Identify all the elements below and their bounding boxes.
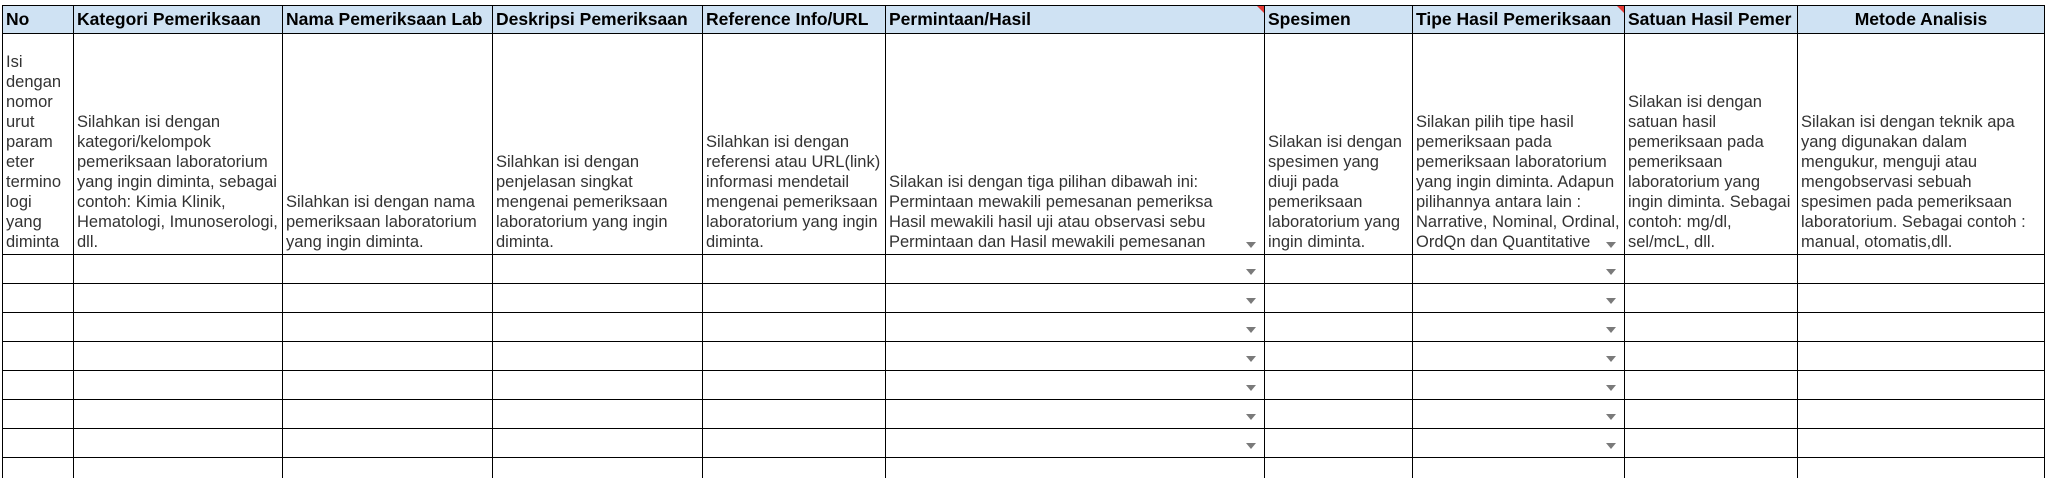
dropdown-arrow-icon[interactable]	[1246, 298, 1256, 304]
permintaan-line: Permintaan dan Hasil mewakili pemesanan	[889, 233, 1206, 251]
header-permintaan[interactable]	[886, 6, 1265, 34]
dropdown-arrow-icon[interactable]	[1246, 327, 1256, 333]
cell-tipe-hasil[interactable]	[1413, 313, 1625, 342]
cell-tipe-hasil[interactable]	[1413, 255, 1625, 284]
header-row	[3, 6, 2045, 34]
cell-no[interactable]	[3, 371, 74, 400]
cell-no[interactable]	[3, 429, 74, 458]
dropdown-arrow-icon[interactable]	[1246, 356, 1256, 362]
cell-kategori[interactable]	[74, 429, 283, 458]
cell-nama[interactable]	[283, 255, 493, 284]
cell-kategori[interactable]	[74, 342, 283, 371]
dropdown-arrow-icon[interactable]	[1606, 443, 1616, 449]
cell-satuan[interactable]	[1625, 313, 1798, 342]
dropdown-arrow-icon[interactable]	[1246, 269, 1256, 275]
cell-reference[interactable]	[703, 371, 886, 400]
cell-metode[interactable]	[1798, 342, 2045, 371]
cell-kategori[interactable]	[74, 371, 283, 400]
dropdown-arrow-icon[interactable]	[1606, 242, 1616, 248]
cell-nama[interactable]	[283, 371, 493, 400]
cell-deskripsi[interactable]	[493, 371, 703, 400]
cell-satuan[interactable]	[1625, 458, 1798, 478]
cell-deskripsi[interactable]	[493, 400, 703, 429]
cell-nama[interactable]	[283, 429, 493, 458]
cell-satuan[interactable]	[1625, 429, 1798, 458]
cell-desc-metode[interactable]: Silakan isi dengan teknik apa yang digunakan dalam mengukur, menguji atau mengobservasi sebuah spesimen pada pemeriksaan laboratorium. Sebagai contoh : manual, otomatis,dll.	[1798, 34, 2045, 255]
cell-no[interactable]	[3, 400, 74, 429]
cell-satuan[interactable]	[1625, 284, 1798, 313]
cell-tipe-hasil[interactable]	[1413, 284, 1625, 313]
cell-no[interactable]	[3, 284, 74, 313]
cell-metode[interactable]	[1798, 284, 2045, 313]
cell-kategori[interactable]	[74, 313, 283, 342]
cell-reference[interactable]	[703, 429, 886, 458]
cell-reference[interactable]	[703, 313, 886, 342]
cell-satuan[interactable]	[1625, 255, 1798, 284]
comment-marker-icon[interactable]	[1617, 6, 1624, 13]
cell-desc-satuan[interactable]: Silakan isi dengan satuan hasil pemeriksaan pada pemeriksaan laboratorium yang ingin diminta. Sebagai contoh: mg/dl, sel/mcL, dll.	[1625, 34, 1798, 255]
cell-metode[interactable]	[1798, 255, 2045, 284]
cell-tipe-hasil[interactable]	[1413, 342, 1625, 371]
cell-spesimen[interactable]	[1265, 400, 1413, 429]
dropdown-arrow-icon[interactable]	[1606, 327, 1616, 333]
dropdown-arrow-icon[interactable]	[1246, 414, 1256, 420]
cell-deskripsi[interactable]	[493, 313, 703, 342]
cell-spesimen[interactable]	[1265, 255, 1413, 284]
header-permintaan-label: Permintaan/Hasil	[889, 9, 1031, 29]
cell-spesimen[interactable]	[1265, 284, 1413, 313]
description-row	[3, 34, 2045, 255]
cell-desc-kategori[interactable]: Silahkan isi dengan kategori/kelompok pemeriksaan laboratorium yang ingin diminta, sebagai contoh: Kimia Klinik, Hematologi, Imunoserologi, dll.	[74, 34, 283, 255]
header-no[interactable]: No	[3, 6, 74, 34]
cell-desc-spesimen[interactable]: Silakan isi dengan spesimen yang diuji pada pemeriksaan laboratorium yang ingin diminta.	[1265, 34, 1413, 255]
cell-permintaan[interactable]	[886, 284, 1265, 313]
cell-spesimen[interactable]	[1265, 313, 1413, 342]
cell-deskripsi[interactable]	[493, 429, 703, 458]
cell-desc-tipe-hasil[interactable]	[1413, 34, 1625, 255]
cell-no[interactable]	[3, 342, 74, 371]
dropdown-arrow-icon[interactable]	[1606, 269, 1616, 275]
empty-rows	[3, 255, 2045, 478]
permintaan-line: Hasil mewakili hasil uji atau observasi sebu	[889, 213, 1206, 231]
cell-tipe-hasil[interactable]	[1413, 429, 1625, 458]
cell-spesimen[interactable]	[1265, 458, 1413, 478]
dropdown-arrow-icon[interactable]	[1606, 356, 1616, 362]
cell-spesimen[interactable]	[1265, 371, 1413, 400]
cell-nama[interactable]	[283, 313, 493, 342]
cell-desc-reference[interactable]: Silahkan isi dengan referensi atau URL(link) informasi mendetail mengenai pemeriksaan laboratorium yang ingin diminta.	[703, 34, 886, 255]
cell-permintaan[interactable]	[886, 342, 1265, 371]
header-reference[interactable]: Reference Info/URL	[703, 6, 886, 34]
cell-desc-nama[interactable]: Silahkan isi dengan nama pemeriksaan laboratorium yang ingin diminta.	[283, 34, 493, 255]
cell-permintaan[interactable]	[886, 371, 1265, 400]
cell-nama[interactable]	[283, 284, 493, 313]
cell-no[interactable]	[3, 313, 74, 342]
header-metode[interactable]: Metode Analisis	[1798, 6, 2045, 34]
table-row	[3, 313, 2045, 342]
cell-metode[interactable]	[1798, 429, 2045, 458]
dropdown-arrow-icon[interactable]	[1606, 385, 1616, 391]
cell-reference[interactable]	[703, 342, 886, 371]
cell-satuan[interactable]	[1625, 342, 1798, 371]
cell-permintaan[interactable]	[886, 313, 1265, 342]
cell-tipe-hasil[interactable]	[1413, 400, 1625, 429]
dropdown-arrow-icon[interactable]	[1246, 242, 1256, 248]
cell-spesimen[interactable]	[1265, 429, 1413, 458]
cell-no[interactable]	[3, 458, 74, 478]
dropdown-arrow-icon[interactable]	[1606, 298, 1616, 304]
table-row	[3, 284, 2045, 313]
cell-reference[interactable]	[703, 400, 886, 429]
tipe-hasil-text: Silakan pilih tipe hasil pemeriksaan pada pemeriksaan laboratorium yang ingin diminta. Adapun pilihannya antara lain : Narrative, Nominal, Ordinal, OrdQn dan Quantitative	[1416, 113, 1620, 251]
cell-reference[interactable]	[703, 255, 886, 284]
cell-satuan[interactable]	[1625, 371, 1798, 400]
cell-reference[interactable]	[703, 458, 886, 478]
header-kategori[interactable]: Kategori Pemeriksaan	[74, 6, 283, 34]
permintaan-line: Silakan isi dengan tiga pilihan dibawah ini:	[889, 173, 1199, 191]
cell-permintaan[interactable]	[886, 458, 1265, 478]
cell-kategori[interactable]	[74, 400, 283, 429]
cell-deskripsi[interactable]	[493, 458, 703, 478]
header-nama[interactable]: Nama Pemeriksaan Lab	[283, 6, 493, 34]
cell-desc-permintaan[interactable]	[886, 34, 1265, 255]
cell-deskripsi[interactable]	[493, 284, 703, 313]
table-row	[3, 400, 2045, 429]
cell-kategori[interactable]	[74, 284, 283, 313]
cell-permintaan[interactable]	[886, 255, 1265, 284]
cell-metode[interactable]	[1798, 313, 2045, 342]
cell-reference[interactable]	[703, 284, 886, 313]
cell-tipe-hasil[interactable]	[1413, 371, 1625, 400]
comment-marker-icon[interactable]	[1257, 6, 1264, 13]
cell-tipe-hasil[interactable]	[1413, 458, 1625, 478]
cell-kategori[interactable]	[74, 458, 283, 478]
cell-nama[interactable]	[283, 342, 493, 371]
dropdown-arrow-icon[interactable]	[1606, 414, 1616, 420]
table-row	[3, 371, 2045, 400]
table-row	[3, 255, 2045, 284]
table-row	[3, 458, 2045, 478]
cell-nama[interactable]	[283, 400, 493, 429]
cell-permintaan[interactable]	[886, 400, 1265, 429]
cell-kategori[interactable]	[74, 255, 283, 284]
cell-satuan[interactable]	[1625, 400, 1798, 429]
dropdown-arrow-icon[interactable]	[1246, 443, 1256, 449]
cell-deskripsi[interactable]	[493, 255, 703, 284]
table-row	[3, 342, 2045, 371]
cell-desc-deskripsi[interactable]: Silahkan isi dengan penjelasan singkat mengenai pemeriksaan laboratorium yang ingin diminta.	[493, 34, 703, 255]
dropdown-arrow-icon[interactable]	[1246, 385, 1256, 391]
table-row	[3, 429, 2045, 458]
header-satuan[interactable]: Satuan Hasil Pemer	[1625, 6, 1798, 34]
cell-no[interactable]	[3, 255, 74, 284]
cell-permintaan[interactable]	[886, 429, 1265, 458]
header-tipe-hasil[interactable]	[1413, 6, 1625, 34]
cell-spesimen[interactable]	[1265, 342, 1413, 371]
header-deskripsi[interactable]: Deskripsi Pemeriksaan	[493, 6, 703, 34]
header-spesimen[interactable]: Spesimen	[1265, 6, 1413, 34]
cell-metode[interactable]	[1798, 371, 2045, 400]
cell-metode[interactable]	[1798, 400, 2045, 429]
permintaan-line: Permintaan mewakili pemesanan pemeriksa	[889, 193, 1213, 211]
header-tipe-hasil-label: Tipe Hasil Pemeriksaan	[1416, 9, 1612, 29]
lab-request-table	[2, 5, 2045, 478]
cell-nama[interactable]	[283, 458, 493, 478]
cell-metode[interactable]	[1798, 458, 2045, 478]
cell-deskripsi[interactable]	[493, 342, 703, 371]
cell-desc-no[interactable]: Isi dengan nomor urut param eter termino logi yang diminta	[3, 34, 74, 255]
